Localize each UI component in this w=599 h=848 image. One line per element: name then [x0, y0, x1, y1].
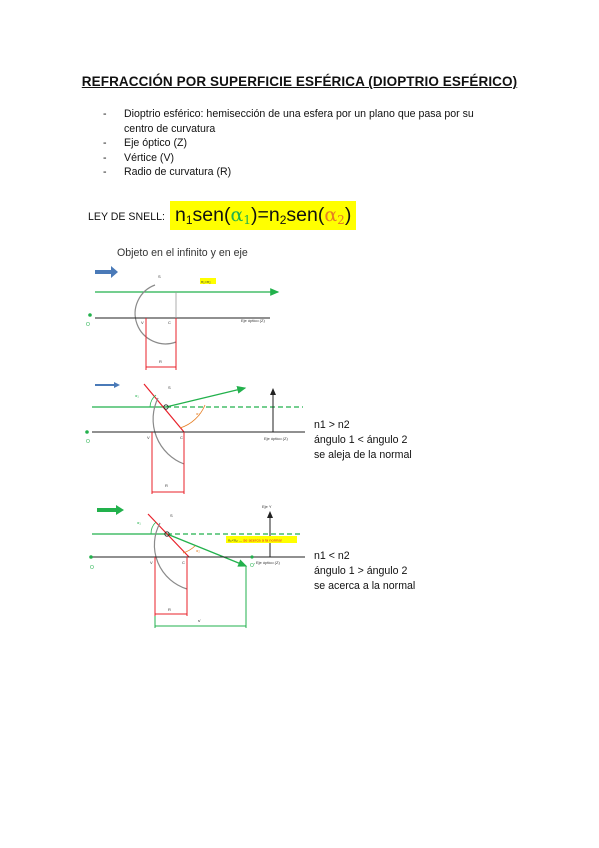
axis-label: Eje óptico (Z)	[264, 436, 288, 441]
center-label: C	[182, 560, 185, 565]
vertex-label: V	[141, 320, 144, 325]
arrow-head-icon	[116, 505, 124, 515]
note-line: ángulo 1 > ángulo 2	[314, 565, 408, 577]
alpha-1-label: α₁	[135, 393, 139, 398]
page-title: REFRACCIÓN POR SUPERFICIE ESFÉRICA (DIOPTRIO ESFÉRICO)	[81, 74, 518, 89]
incoming-arrow-icon	[95, 266, 118, 278]
list-item: - Radio de curvatura (R)	[103, 165, 503, 180]
angle-1-arc	[151, 522, 156, 534]
y-axis-label: Eje Y	[262, 504, 272, 509]
spherical-surface	[154, 523, 187, 589]
angle-2-arc	[183, 546, 195, 553]
formula-close: )	[344, 204, 352, 226]
arrow-head-icon	[114, 382, 120, 388]
refracted-ray	[166, 388, 245, 407]
alpha-1-letter: α	[230, 204, 244, 226]
center-label: C	[180, 435, 183, 440]
spherical-surface	[153, 398, 184, 464]
object-point	[85, 430, 89, 434]
note-case-1	[314, 418, 412, 463]
list-item: - Vértice (V)	[103, 151, 503, 166]
alpha-1-label: α₁	[137, 520, 141, 525]
figure-1	[86, 266, 278, 370]
index-box-tail: se acerca a la normal	[243, 537, 282, 543]
section-subtitle: Objeto en el infinito y en eje	[117, 247, 248, 259]
image-point	[250, 555, 253, 558]
surface-label: S	[158, 274, 161, 279]
alpha-2-letter: α	[324, 204, 338, 226]
index-box-lead: n₁<n₂ ...	[228, 537, 244, 543]
note-line: n1 < n2	[314, 550, 350, 562]
index-box-label: n₁=n₂	[201, 279, 211, 284]
formula-sen2: sen(	[286, 204, 325, 226]
alpha-2-label: α₂	[196, 548, 200, 553]
radius-label: R	[165, 483, 168, 488]
object-point	[89, 555, 93, 559]
note-line: se acerca a la normal	[314, 580, 416, 592]
alpha-2-label: α₂	[196, 411, 200, 416]
formula-n1: n	[175, 204, 186, 226]
axis-label: Eje óptico (Z)	[256, 560, 280, 565]
center-label: C	[168, 320, 171, 325]
object-label: O	[86, 439, 90, 445]
axis-label: Eje óptico (Z)	[241, 318, 265, 323]
image-label: O'	[250, 563, 255, 569]
index-box-label	[228, 538, 282, 543]
radius-label: R	[159, 359, 162, 364]
formula-eq-n2: )=n	[250, 204, 280, 226]
list-item: - Dioptrio esférico: hemisección de una esfera por un plano que pasa por su centro de curvatura	[103, 107, 503, 136]
note-line: ángulo 1 < ángulo 2	[314, 434, 408, 446]
surface-label: S	[170, 513, 173, 518]
formula-sen1: sen(	[192, 204, 231, 226]
note-line: se aleja de la normal	[314, 449, 412, 461]
angle-2-arc	[180, 405, 205, 428]
vertex-label: V	[147, 435, 150, 440]
radius-label: R	[168, 607, 171, 612]
object-point	[88, 313, 92, 317]
figure-3	[89, 504, 305, 628]
list-item: - Eje óptico (Z)	[103, 136, 503, 151]
object-label: O	[90, 565, 94, 571]
snell-label: LEY DE SNELL:	[88, 211, 165, 223]
distance-label: s'	[198, 618, 201, 623]
note-line: n1 > n2	[314, 419, 350, 431]
object-label: O	[86, 322, 90, 328]
note-case-2	[314, 549, 415, 594]
formula-sub1: 1	[185, 213, 193, 227]
vertex-label: V	[150, 560, 153, 565]
formula-sub2: 2	[279, 213, 287, 227]
alpha-2-sub: 2	[337, 213, 345, 227]
alpha-1-sub: 1	[243, 213, 251, 227]
surface-label: S	[168, 385, 171, 390]
figure-2	[85, 382, 305, 494]
spherical-surface	[135, 285, 176, 344]
